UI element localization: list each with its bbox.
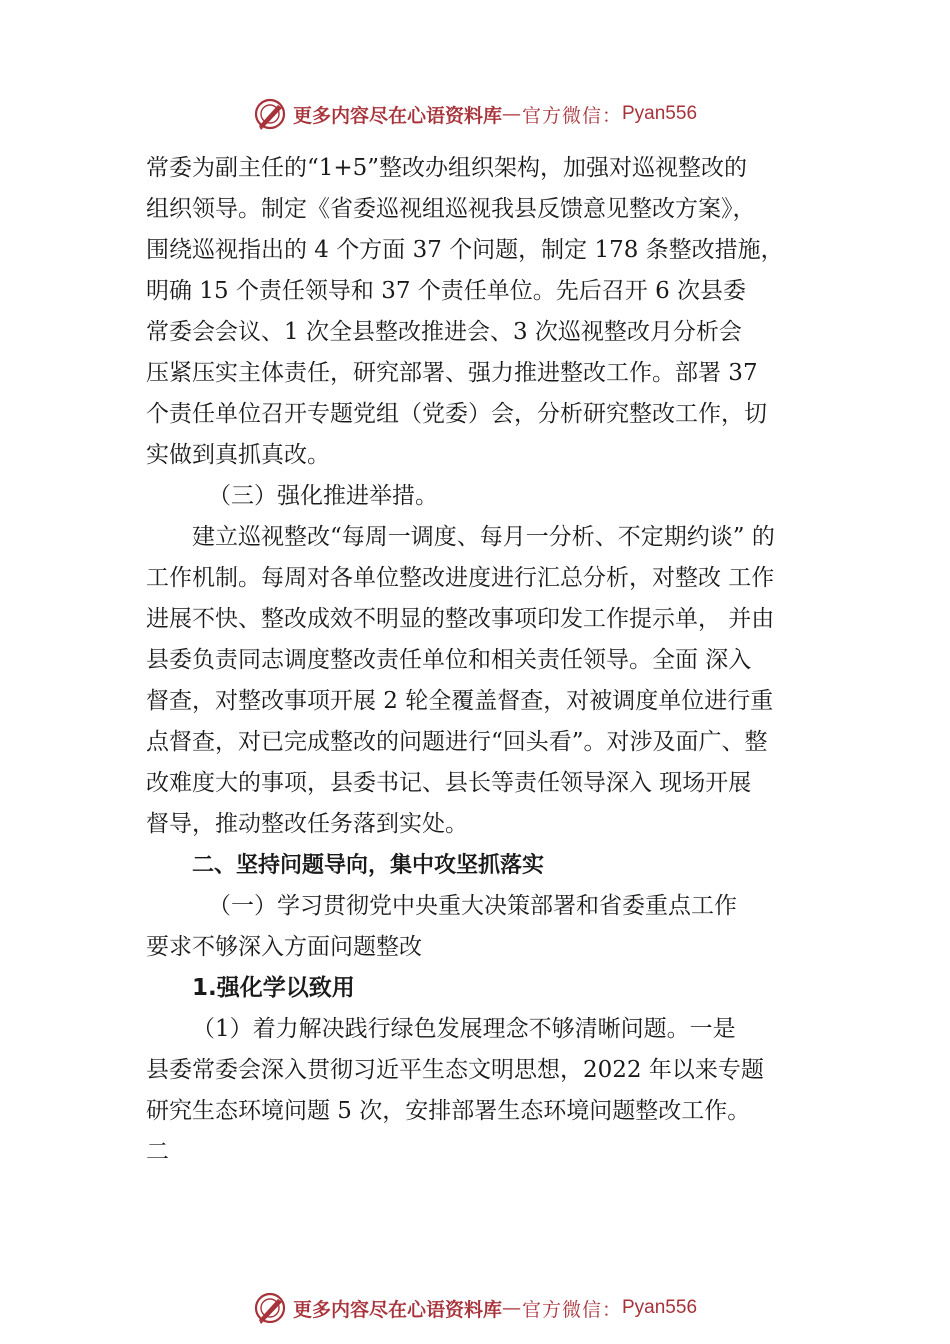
chapter-heading: 二、坚持问题导向，集中攻坚抓落实 <box>192 853 545 878</box>
watermark-banner-top <box>0 94 950 134</box>
watermark-main-text: 更多内容尽在心语资料库 <box>292 1298 502 1321</box>
text-line: 围绕巡视指出的 4 个方面 37 个问题，制定 178 条整改措施， <box>146 237 784 263</box>
text-line: 督导，推动整改任务落到实处。 <box>146 811 468 837</box>
watermark-main-text: 更多内容尽在心语资料库 <box>292 104 502 127</box>
text-line: （1）着力解决践行绿色发展理念不够清晰问题。一是 <box>192 1016 736 1042</box>
section-heading: （三）强化推进举措。 <box>208 483 438 509</box>
text-line: 常委为副主任的“1+5”整改办组织架构，加强对巡视整改的 <box>146 155 748 181</box>
text-line: 改难度大的事项，县委书记、县长等责任领导深入 现场开展 <box>146 770 752 796</box>
section-heading-cont: 要求不够深入方面问题整改 <box>146 934 422 960</box>
text-line: 组织领导。制定《省委巡视组巡视我县反馈意见整改方案》， <box>146 196 756 222</box>
text-line: 个责任单位召开专题党组（党委）会，分析研究整改工作，切 <box>146 401 767 427</box>
item-heading: 1.强化学以致用 <box>192 975 355 1001</box>
text-line: 常委会会议、1 次全县整改推进会、3 次巡视整改月分析会 <box>146 319 742 345</box>
watermark-sub-text: 官方微信： <box>521 1298 622 1321</box>
watermark-wechat-id: Pyan556 <box>622 1297 698 1318</box>
watermark-wechat-id: Pyan556 <box>622 103 698 124</box>
section-heading: （一）学习贯彻党中央重大决策部署和省委重点工作 <box>208 893 737 919</box>
watermark-banner-bottom <box>0 1288 950 1328</box>
watermark-separator: — <box>501 103 522 125</box>
text-line: 工作机制。每周对各单位整改进度进行汇总分析，对整改 工作 <box>146 565 775 591</box>
text-line: 点督查，对已完成整改的问题进行“回头看”。对涉及面广、整 <box>146 729 768 755</box>
watermark-sub-text: 官方微信： <box>521 104 622 127</box>
watermark-separator: — <box>501 1297 522 1319</box>
text-line: 实做到真抓真改。 <box>146 442 330 468</box>
text-line: 研究生态环境问题 5 次，安排部署生态环境问题整改工作。 <box>146 1098 751 1124</box>
pen-logo-icon <box>253 1291 287 1325</box>
pen-logo-icon <box>253 97 287 131</box>
text-line: 县委常委会深入贯彻习近平生态文明思想，2022 年以来专题 <box>146 1057 764 1083</box>
text-line: 县委负责同志调度整改责任单位和相关责任领导。全面 深入 <box>146 647 752 673</box>
text-line: 压紧压实主体责任，研究部署、强力推进整改工作。部署 37 <box>146 360 758 386</box>
document-body <box>146 148 836 1173</box>
text-line: 督查，对整改事项开展 2 轮全覆盖督查，对被调度单位进行重 <box>146 688 774 714</box>
text-line: 进展不快、整改成效不明显的整改事项印发工作提示单， 并由 <box>146 606 775 632</box>
text-line: 建立巡视整改“每周一调度、每月一分析、不定期约谈” 的 <box>192 524 775 550</box>
text-line: 明确 15 个责任领导和 37 个责任单位。先后召开 6 次县委 <box>146 278 747 304</box>
text-line: 二 <box>146 1139 169 1165</box>
